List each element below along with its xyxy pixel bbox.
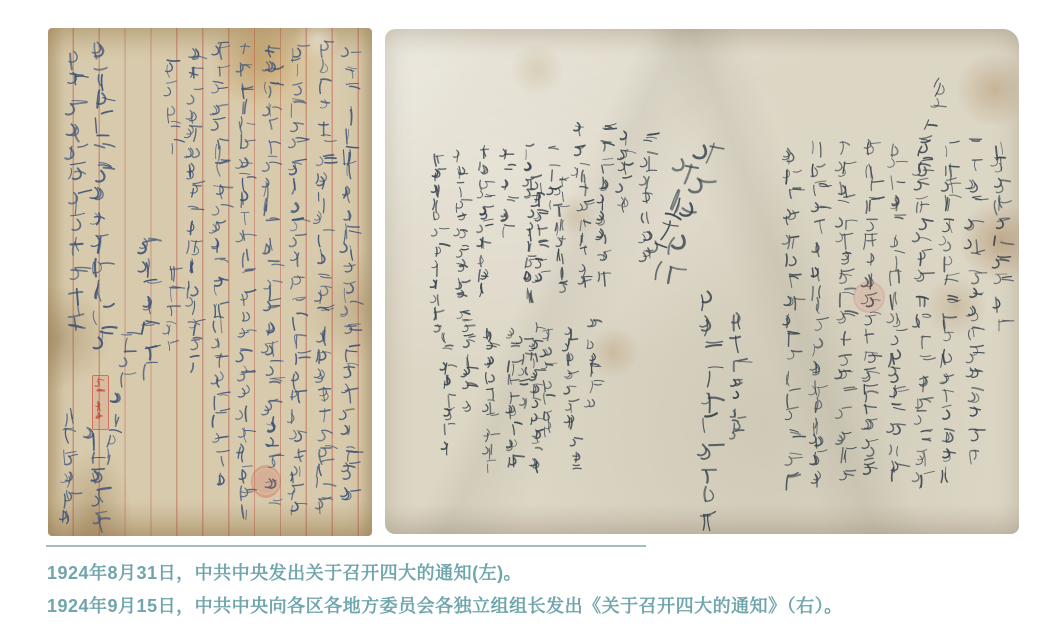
right-document-photo xyxy=(385,29,1019,534)
caption-line-1: 1924年8月31日，中共中央发出关于召开四大的通知(左)。 xyxy=(47,563,523,583)
red-seal-round xyxy=(251,465,281,498)
left-document-photo xyxy=(48,28,372,536)
red-seal-rect xyxy=(92,375,109,430)
caption-line-2: 1924年9月15日，中共中央向各区各地方委员会各独立组组长发出《关于召开四大的通知》（右）。 xyxy=(47,596,843,616)
faint-red-seal xyxy=(853,281,885,313)
caption-divider xyxy=(46,545,646,547)
left-document-handwriting xyxy=(48,28,372,536)
right-document-handwriting xyxy=(385,29,1019,534)
